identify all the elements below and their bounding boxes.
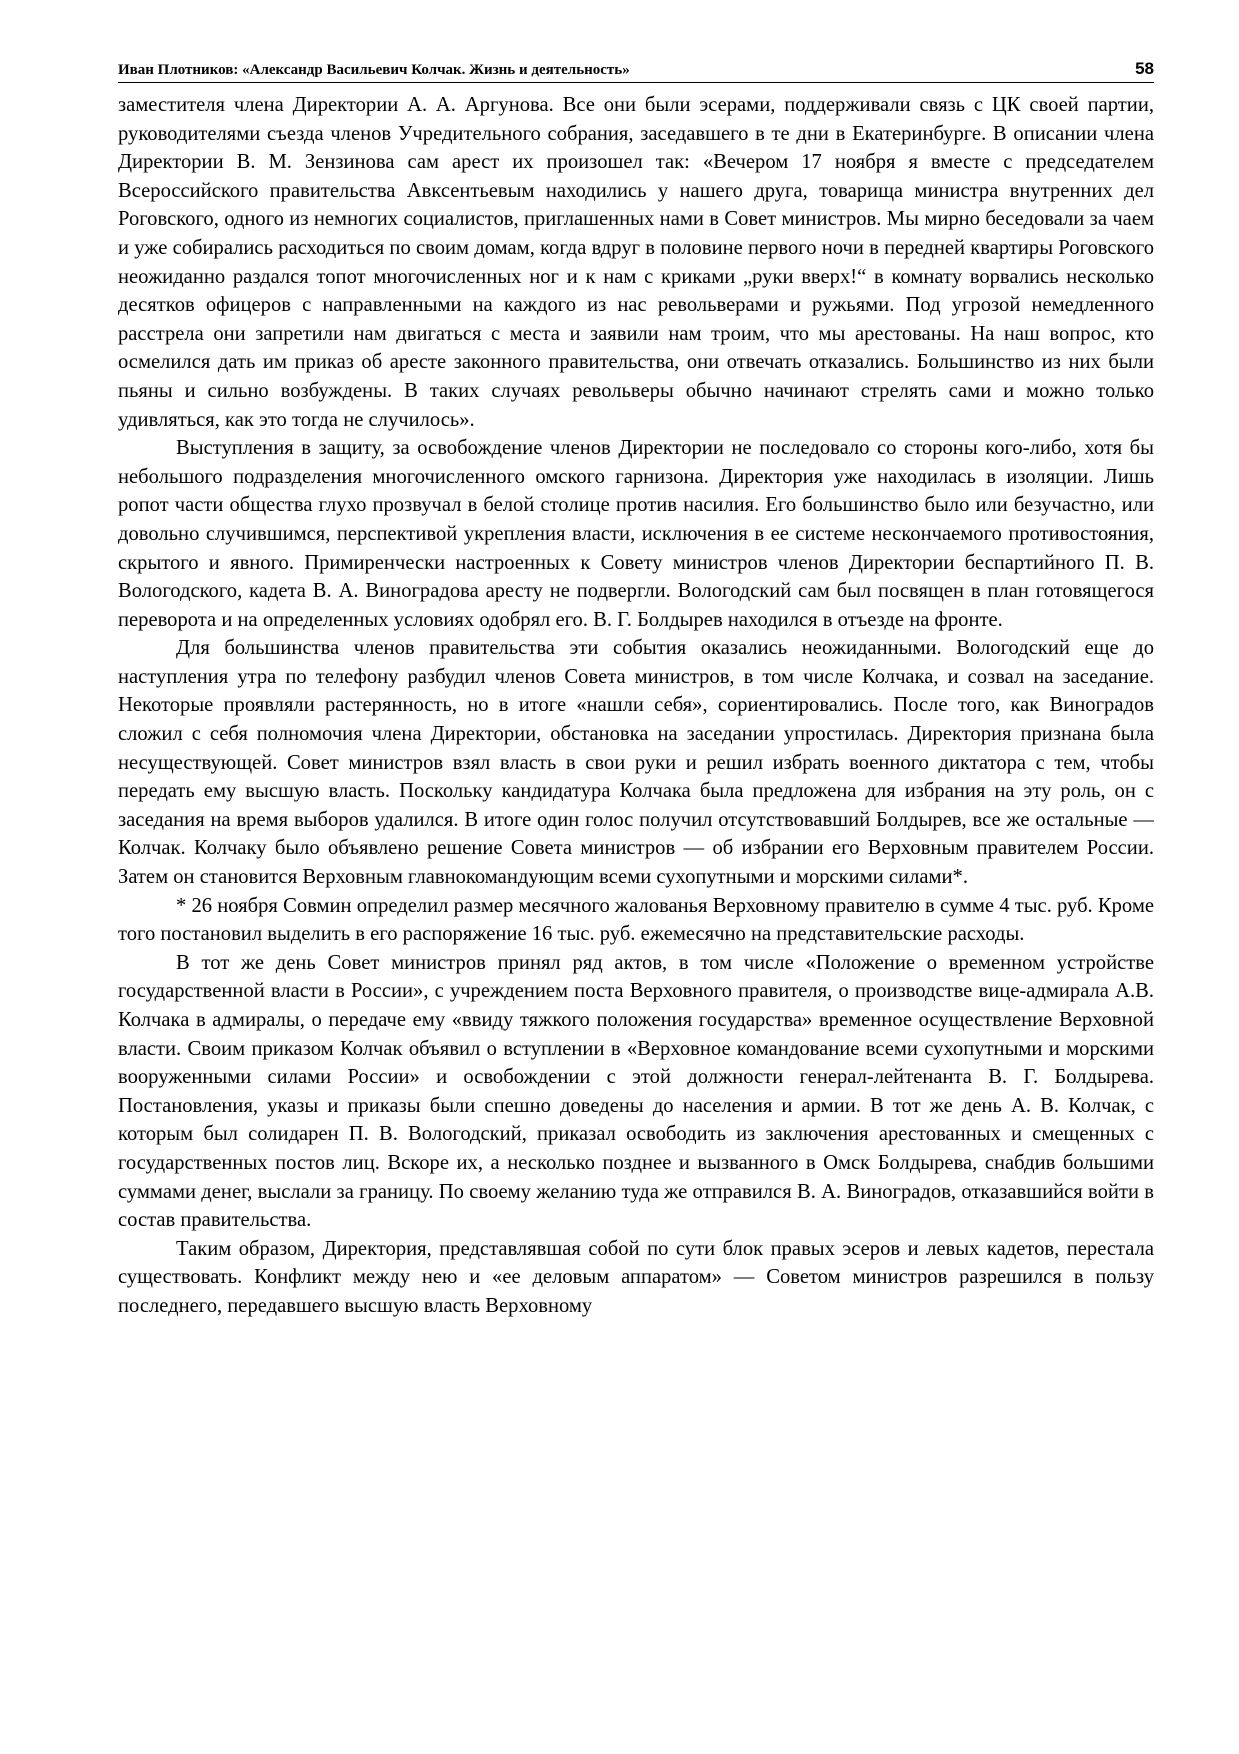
paragraph: Выступления в защиту, за освобождение членов Директории не последовало со стороны кого-либо, хотя бы небольшого подразделения многочисленного омского гарнизона. Директория уже находилась в изоляции. Лишь ропот части общества глухо прозвучал в белой столице против насилия. Его большинство было или безучастно, или довольно случившимся, перспективой укрепления власти, исключения в ее системе нескончаемого противостояния, скрытого и явного. Примиренчески настроенных к Совету министров членов Директории беспартийного П. В. Вологодского, кадета В. А. Виноградова аресту не подвергли. Вологодский сам был посвящен в план готовящегося переворота и на определенных условиях одобрял его. В. Г. Болдырев находился в отъезде на фронте.	[118, 437, 1154, 631]
paragraph: Для большинства членов правительства эти события оказались неожиданными. Вологодский еще до наступления утра по телефону разбудил членов Совета министров, в том числе Колчака, и созвал на заседание. Некоторые проявляли растерянность, но в итоге «нашли себя», сориентировались. После того, как Виноградов сложил с себя полномочия члена Директории, обстановка на заседании упростилась. Директория признана была несуществующей. Совет министров взял власть в свои руки и решил избрать военного диктатора с тем, чтобы передать ему высшую власть. Поскольку кандидатура Колчака была предложена для избрания на эту роль, он с заседания на время выборов удалился. В итоге один голос получил отсутствовавший Болдырев, все же остальные — Колчак. Колчаку было объявлено решение Совета министров — об избрании его Верховным правителем России. Затем он становится Верховным главнокомандующим всеми сухопутными и морскими силами*.	[118, 637, 1154, 889]
running-header	[118, 54, 1154, 83]
page-number: 58	[1135, 59, 1154, 78]
paragraph: В тот же день Совет министров принял ряд актов, в том числе «Положение о временном устройстве государственной власти в России», с учреждением поста Верховного правителя, о производстве вице-адмирала А.В. Колчака в адмиралы, о передаче ему «ввиду тяжкого положения государства» временное осуществление Верховной власти. Своим приказом Колчак объявил о вступлении в «Верховное командование всеми сухопутными и морскими вооруженными силами России» и освобождении с этой должности генерал-лейтенанта В. Г. Болдырева. Постановления, указы и приказы были спешно доведены до населения и армии. В тот же день А. В. Колчак, с которым был солидарен П. В. Вологодский, приказал освободить из заключения арестованных и смещенных с государственных постов лиц. Вскоре их, а несколько позднее и вызванного в Омск Болдырева, снабдив большими суммами денег, выслали за границу. По своему желанию туда же отправился В. А. Виноградов, отказавшийся войти в состав правительства.	[118, 951, 1154, 1232]
footnote: * 26 ноября Совмин определил размер месячного жалованья Верховному правителю в сумме 4 тыс. руб. Кроме того постановил выделить в его распоряжение 16 тыс. руб. ежемесячно на представительские расходы.	[118, 894, 1154, 946]
paragraph: Таким образом, Директория, представлявшая собой по сути блок правых эсеров и левых кадетов, перестала существовать. Конфликт между нею и «ее деловым аппаратом» — Советом министров разрешился в пользу последнего, передавшего высшую власть Верховному	[118, 1237, 1154, 1317]
document-page	[118, 54, 1154, 1321]
header-title: Иван Плотников: «Александр Васильевич Колчак. Жизнь и деятельность»	[118, 62, 630, 78]
body-text	[118, 91, 1154, 1321]
paragraph: заместителя члена Директории А. А. Аргунова. Все они были эсерами, поддерживали связь с ЦК своей партии, руководителями съезда членов Учредительного собрания, заседавшего в те дни в Екатеринбурге. В описании члена Директории В. М. Зензинова сам арест их произошел так: «Вечером 17 ноября я вместе с председателем Всероссийского правительства Авксентьевым находились у нашего друга, товарища министра внутренних дел Роговского, одного из немногих социалистов, приглашенных нами в Совет министров. Мы мирно беседовали за чаем и уже собирались расходиться по своим домам, когда вдруг в половине первого ночи в передней квартиры Роговского неожиданно раздался топот многочисленных ног и к нам с криками „руки вверх!“ в комнату ворвались несколько десятков офицеров с направленными на каждого из нас револьверами и ружьями. Под угрозой немедленного расстрела они запретили нам двигаться с места и заявили нам троим, что мы арестованы. На наш вопрос, кто осмелился дать им приказ об аресте законного правительства, они отвечать отказались. Большинство из них были пьяны и сильно возбуждены. В таких случаях револьверы обычно начинают стрелять сами и можно только удивляться, как это тогда не случилось».	[118, 94, 1154, 431]
